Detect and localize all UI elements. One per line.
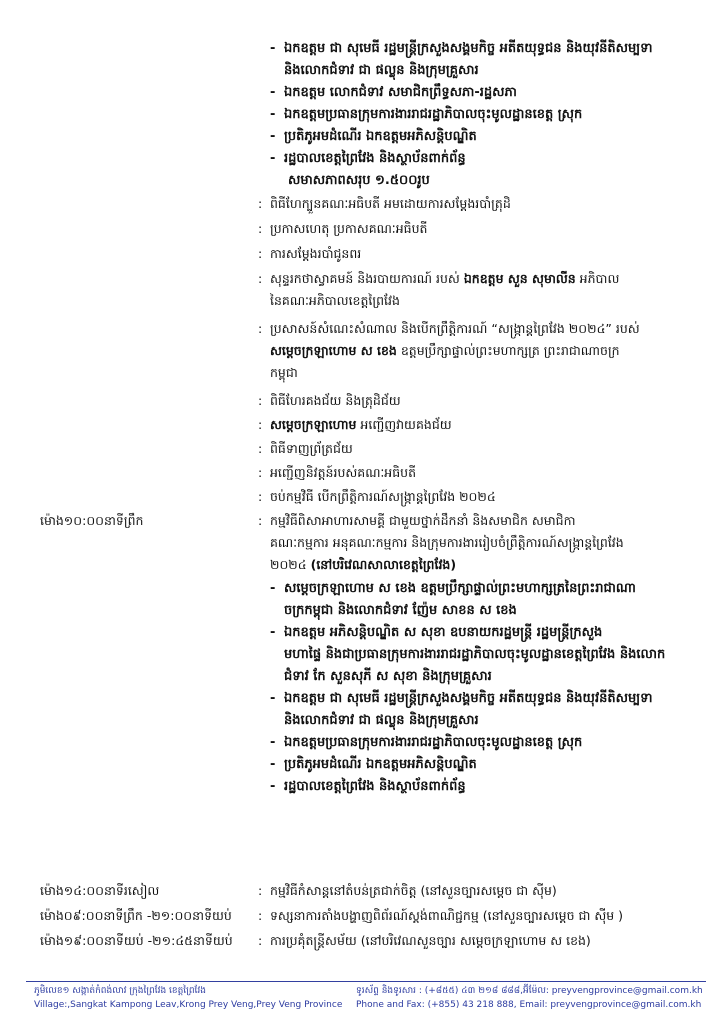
colon: : [258, 908, 263, 923]
list-item: - សម្តេចក្រឡាហោម ស ខេង ឧត្តមប្រឹក្សាផ្ទាល់ព្រះមហាក្សត្រនៃព្រះរាជាណា ចក្រកម្ពុជា និងលោកជំទាវ ញ៉ែម សាខន ស ខេង [270, 581, 636, 618]
list-item: - រដ្ឋបាលខេត្តព្រៃវែង និងស្ថាប័នពាក់ព័ន្ធ [270, 779, 466, 794]
footer-divider [26, 981, 706, 982]
footer-address-km: ភូមិលេខ១ សង្កាត់កំពង់លាវ ក្រុងព្រៃវែង ខេត្តព្រៃវែង [34, 986, 206, 996]
time-label: ម៉ោង១០:០០នាទីព្រឹក [40, 513, 144, 528]
list-item: - ឯកឧត្តម លោកជំទាវ សមាជិកព្រឹទ្ធសភា-រដ្ឋសភា [270, 85, 517, 100]
attendee-total: សមាសភាពសរុប ១.៥០០រូប [288, 173, 430, 188]
colon: : [258, 393, 263, 408]
agenda-item-gong: សម្តេចក្រឡាហោម អញ្ជើញវាយគងជ័យ [270, 417, 452, 432]
footer-contact-en: Phone and Fax: (+855) 43 218 888, Email: preyvengprovince@gmail.com.kh [356, 1000, 702, 1010]
list-item: - ប្រតិភូអមដំណើរ ឯកឧត្តមអភិសន្តិបណ្ឌិត [270, 757, 477, 772]
colon: : [258, 441, 263, 456]
list-item: - ឯកឧត្តម អភិសន្តិបណ្ឌិត ស សុខា ឧបនាយករដ្ឋមន្ត្រី រដ្ឋមន្ត្រីក្រសួង មហាផ្ទៃ និងជាប្រធានក្រុមការងាររាជរដ្ឋាភិបាលចុះមូលដ្ឋានខេត្តព្រៃវែង និងលោក ជំទាវ កែ សួនសុភី ស សុខា និងក្រុមគ្រួសារ [270, 625, 666, 684]
colon: : [258, 196, 263, 211]
colon: : [258, 246, 263, 261]
colon: : [258, 465, 263, 480]
agenda-item-banquet: កម្មវិធីពិសាអាហារសាមគ្គី ជាមួយថ្នាក់ដឹកនាំ និងសមាជិក សមាជិកា គណៈកម្មការ អនុគណៈកម្មការ និងក្រុមការងាររៀបចំព្រឹត្តិការណ៍សង្ក្រាន្តព្រៃវែង ២០២៤ (នៅបរិវេណសាលាខេត្តព្រៃវែង) [270, 513, 624, 572]
list-item: - ឯកឧត្តម ជា សុមេធី រដ្ឋមន្ត្រីក្រសួងសង្គមកិច្ច អតីតយុទ្ធជន និងយុវនីតិសម្បទា និងលោកជំទាវ ជា ផល្លុន និងក្រុមគ្រួសារ [270, 41, 653, 78]
list-item: - ឯកឧត្តម ជា សុមេធី រដ្ឋមន្ត្រីក្រសួងសង្គមកិច្ច អតីតយុទ្ធជន និងយុវនីតិសម្បទា និងលោកជំទាវ ជា ផល្លុន និងក្រុមគ្រួសារ [270, 691, 653, 728]
agenda-item: ពិធីទាញព្រ័ត្រជ័យ [270, 441, 353, 456]
colon: : [258, 513, 263, 528]
footer-address-en: Village:,Sangkat Kampong Leav,Krong Prey Veng,Prey Veng Province [34, 1000, 343, 1010]
list-item: - ឯកឧត្តមប្រធានក្រុមការងាររាជរដ្ឋាភិបាលចុះមូលដ្ឋានខេត្ត ស្រុក [270, 107, 583, 122]
agenda-item: ការសម្តែងរបាំជូនពរ [270, 246, 362, 261]
colon: : [258, 883, 263, 898]
schedule-item: ការប្រគុំតន្ត្រីសម័យ (នៅបរិវេណសួនច្បារ សម្តេចក្រឡាហោម ស ខេង) [270, 933, 591, 948]
list-item: - ឯកឧត្តមប្រធានក្រុមការងាររាជរដ្ឋាភិបាលចុះមូលដ្ឋានខេត្ត ស្រុក [270, 735, 583, 750]
schedule-item: ទស្សនាការតាំងបង្ហាញពិព័រណ៍ស្តង់ពាណិជ្ជកម្ម (នៅសួនច្បារសម្តេច ជា ស៊ីម ) [270, 908, 624, 923]
agenda-item-welcome: សុន្ទរកថាស្វាគមន៍ និងរបាយការណ៍ របស់ ឯកឧត្តម សួន សុមាលីន អភិបាល នៃគណៈអភិបាលខេត្តព្រៃវែង [270, 271, 620, 308]
agenda-item: ពិធីហែក្បួនគណៈអធិបតី អមដោយការសម្តែងរបាំត្រុដិ [270, 196, 511, 211]
colon: : [258, 417, 263, 432]
list-item: - រដ្ឋបាលខេត្តព្រៃវែង និងស្ថាប័នពាក់ព័ន្ធ [270, 151, 466, 166]
agenda-item-opening: ប្រសាសន៍សំណេះសំណាល និងបើកព្រឹត្តិការណ៍ “សង្ក្រាន្តព្រៃវែង ២០២៤” របស់ សម្តេចក្រឡាហោម ស ខេង ឧត្តមប្រឹក្សាផ្ទាល់ព្រះមហាក្សត្រ ព្រះរាជាណាចក្រ កម្ពុជា [270, 321, 640, 380]
list-item: - ប្រតិភូអមដំណើរ ឯកឧត្តមអភិសន្តិបណ្ឌិត [270, 129, 477, 144]
schedule-item: កម្មវិធីកំសាន្តនៅតំបន់ត្រជាក់ចិត្ត (នៅសួនច្បារសម្តេច ជា ស៊ីម) [270, 883, 557, 898]
colon: : [258, 271, 263, 286]
time-label: ម៉ោង០៩:០០នាទីព្រឹក -២១:០០នាទីយប់ [40, 908, 232, 923]
colon: : [258, 221, 263, 236]
agenda-item: ប្រកាសហេតុ ប្រកាសគណៈអធិបតី [270, 221, 428, 236]
time-label: ម៉ោង១៩:០០នាទីយប់ -២១:៤៥នាទីយប់ [40, 933, 233, 948]
agenda-item: អញ្ជើញនិវត្តន៍របស់គណៈអធិបតី [270, 465, 417, 480]
colon: : [258, 321, 263, 336]
time-label: ម៉ោង១៤:០០នាទីរសៀល [40, 883, 160, 898]
attendee-list-bottom [270, 578, 700, 798]
footer-contact-km: ទូរស័ព្ទ និងទូរសារ : (+៨៥៥) ៤៣ ២១៨ ៨៨៨,អ៊ីម៉ែល: preyvengprovince@gmail.com.kh [356, 986, 703, 996]
agenda-item: ពិធីហែរគងជ័យ និងត្រុដិជ័យ [270, 393, 401, 408]
colon: : [258, 489, 263, 504]
colon: : [258, 933, 263, 948]
attendee-list-top [270, 38, 700, 192]
agenda-item: ចប់កម្មវិធី បើកព្រឹត្តិការណ៍សង្ក្រាន្តព្រៃវែង ២០២៤ [270, 489, 496, 504]
